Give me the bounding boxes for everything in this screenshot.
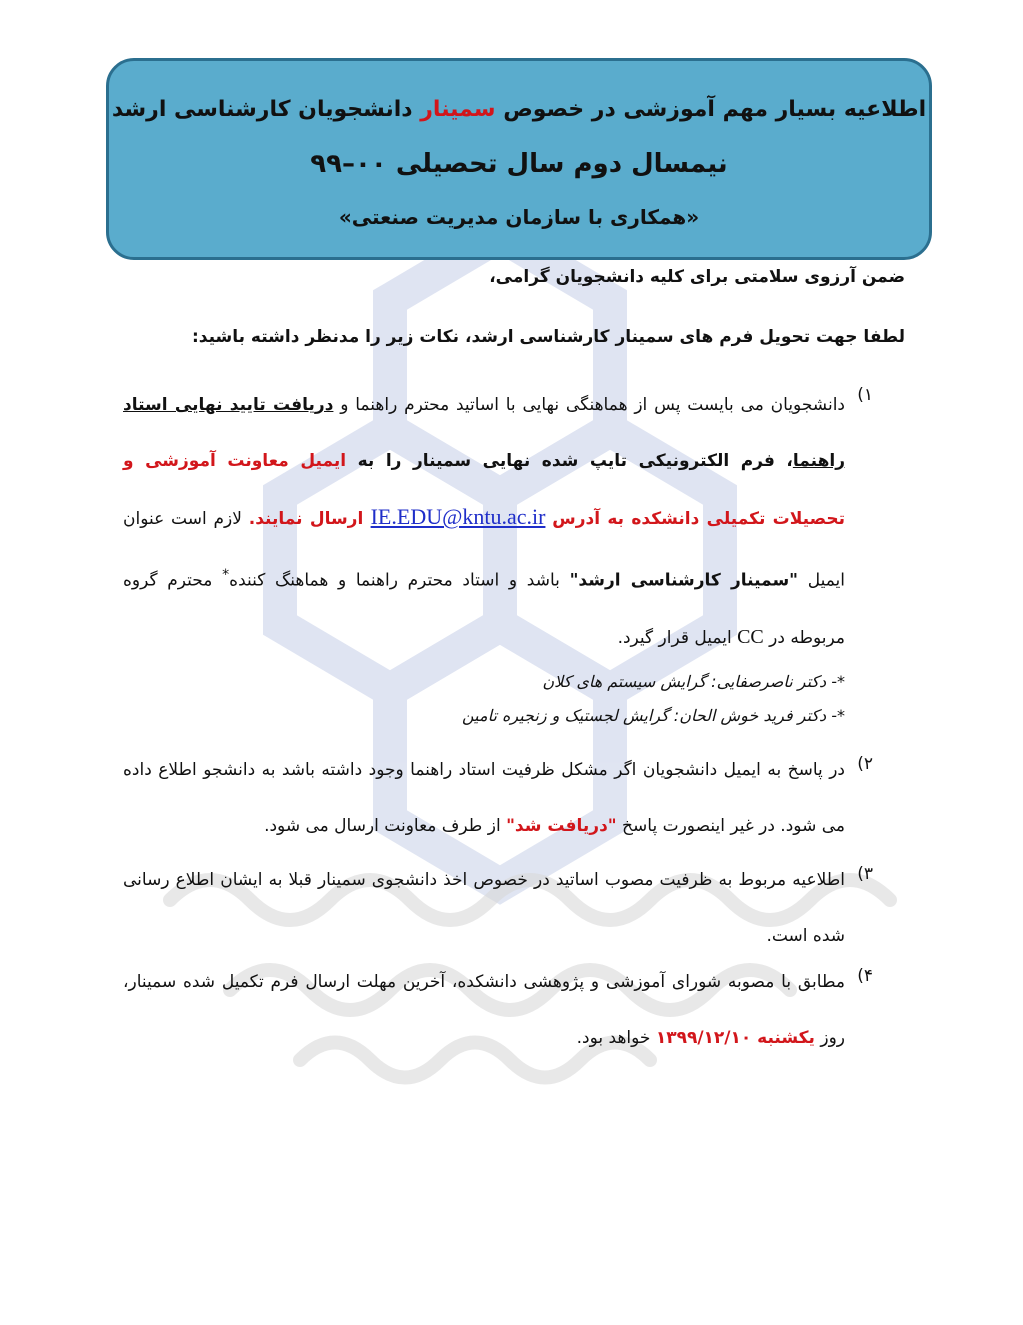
item-1-subject: "سمینار کارشناسی ارشد" [569, 570, 799, 591]
item-1-cc: CC [737, 625, 764, 648]
item-1-approval: دریافت تایید نهایی استاد راهنما [123, 395, 845, 471]
item-1-star: * [222, 567, 230, 583]
item-3-number: ۳) [857, 864, 873, 884]
note-2: *- دکتر فرید خوش الحان: گرایش لجستیک و زنجیره تامین [462, 706, 845, 725]
item-1-send: ارسال نمایند. [248, 509, 371, 529]
item-1-number: ۱) [857, 385, 873, 405]
item-1-email-label: ایمیل معاونت آموزشی و تحصیلات تکمیلی دانشکده به آدرس [123, 451, 845, 529]
item-2-text: در پاسخ به ایمیل دانشجویان اگر مشکل ظرفیت استاد راهنما وجود داشته باشد به دانشجو اطلاع داده می شود. در غیر اینصورت پاسخ [123, 760, 845, 836]
announcement-header [106, 58, 932, 260]
item-4-deadline: یکشنبه ۱۳۹۹/۱۲/۱۰ [655, 1028, 815, 1048]
item-1-end: ایمیل قرار گیرد. [617, 627, 738, 648]
item-2-number: ۲) [857, 754, 873, 774]
item-1 [123, 377, 845, 666]
item-1-text: دانشجویان می بایست پس از هماهنگی نهایی با اساتید محترم راهنما و [333, 395, 846, 415]
item-1-form: ، فرم الکترونیکی تایپ شده نهایی سمینار [401, 451, 793, 471]
greeting: ضمن آرزوی سلامتی برای کلیه دانشجویان گرامی، [489, 267, 905, 287]
item-4-number: ۴) [857, 966, 873, 986]
header-title-part1: اطلاعیه بسیار مهم آموزشی در خصوص [495, 97, 927, 122]
intro-text: لطفا جهت تحویل فرم های سمینار کارشناسی ارشد، نکات زیر را مدنظر داشته باشید: [191, 327, 905, 347]
header-semester: نیمسال دوم سال تحصیلی ۰۰–۹۹ [310, 149, 728, 179]
item-1-subject-note: لازم است عنوان ایمیل [123, 509, 845, 591]
item-3: اطلاعیه مربوط به ظرفیت مصوب اساتید در خصوص اخذ دانشجوی سمینار قبلا به ایشان اطلاع رسانی شده است. [123, 870, 845, 946]
item-1-to: را به [346, 451, 402, 471]
item-2-end: از طرف معاونت ارسال می شود. [264, 816, 507, 836]
item-1-advisor: باشد و استاد محترم راهنما و هماهنگ کننده [229, 570, 570, 591]
header-title-highlight: سمینار [420, 97, 496, 122]
header-title-part2: دانشجویان کارشناسی ارشد [111, 97, 421, 122]
item-2-received: "دریافت شد" [506, 816, 617, 836]
item-1-group: محترم گروه مربوطه در [123, 570, 845, 648]
note-1: *- دکتر ناصرصفایی: گرایش سیستم های کلان [542, 672, 845, 691]
item-4 [123, 954, 845, 1066]
item-4-text: مطابق با مصوبه شورای آموزشی و پژوهشی دانشکده، آخرین مهلت ارسال فرم تکمیل شده سمینار، روز [123, 972, 845, 1048]
item-2 [123, 742, 845, 854]
email-link[interactable]: IE.EDU@kntu.ac.ir [370, 504, 546, 529]
item-4-end: خواهد بود. [576, 1028, 656, 1048]
header-cooperation: «همکاری با سازمان مدیریت صنعتی» [338, 205, 700, 229]
header-title [109, 97, 929, 122]
